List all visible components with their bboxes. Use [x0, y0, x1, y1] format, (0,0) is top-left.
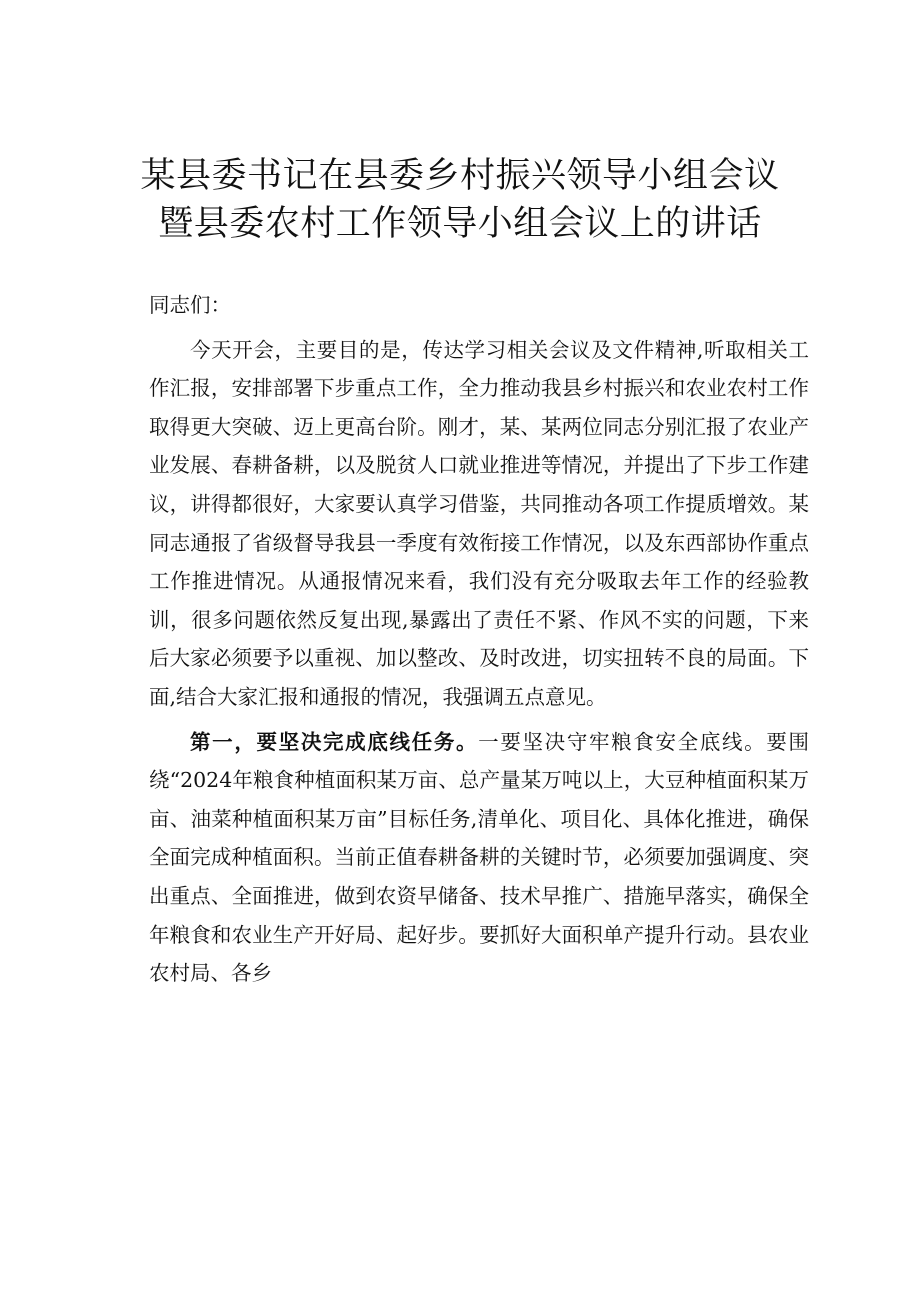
paragraph-2-lead: 第一，要坚决完成底线任务。	[190, 729, 479, 754]
paragraph-2	[149, 723, 809, 993]
paragraph-1: 今天开会，主要目的是，传达学习相关会议及文件精神,听取相关工作汇报，安排部署下步重点工作，全力推动我县乡村振兴和农业农村工作取得更大突破、迈上更高台阶。刚才，某、某两位同志分别汇报了农业产业发展、春耕备耕，以及脱贫人口就业推进等情况，并提出了下步工作建议，讲得都很好，大家要认真学习借鉴，共同推动各项工作提质增效。某同志通报了省级督导我县一季度有效衔接工作情况，以及东西部协作重点工作推进情况。从通报情况来看，我们没有充分吸取去年工作的经验教训，很多问题依然反复出现,暴露出了责任不紧、作风不实的问题，下来后大家必须要予以重视、加以整改、及时改进，切实扭转不良的局面。下面,结合大家汇报和通报的情况，我强调五点意见。	[149, 337, 809, 709]
title-line-2: 暨县委农村工作领导小组会议上的讲话	[158, 204, 762, 244]
paragraph-2-body: 一要坚决守牢粮食安全底线。要围绕“2024年粮食种植面积某万亩、总产量某万吨以上，大豆种植面积某万亩、油菜种植面积某万亩”目标任务,清单化、项目化、具体化推进，确保全面完成种植面积。当前正值春耕备耕的关键时节，必须要加强调度、突出重点、全面推进，做到农资早储备、技术早推广、措施早落实，确保全年粮食和农业生产开好局、起好步。要抓好大面积单产提升行动。县农业农村局、各乡	[149, 729, 810, 986]
title-line-1: 某县委书记在县委乡村振兴领导小组会议	[140, 156, 780, 196]
document-title	[100, 152, 820, 248]
document-body	[149, 286, 809, 993]
salutation: 同志们：	[149, 293, 231, 317]
